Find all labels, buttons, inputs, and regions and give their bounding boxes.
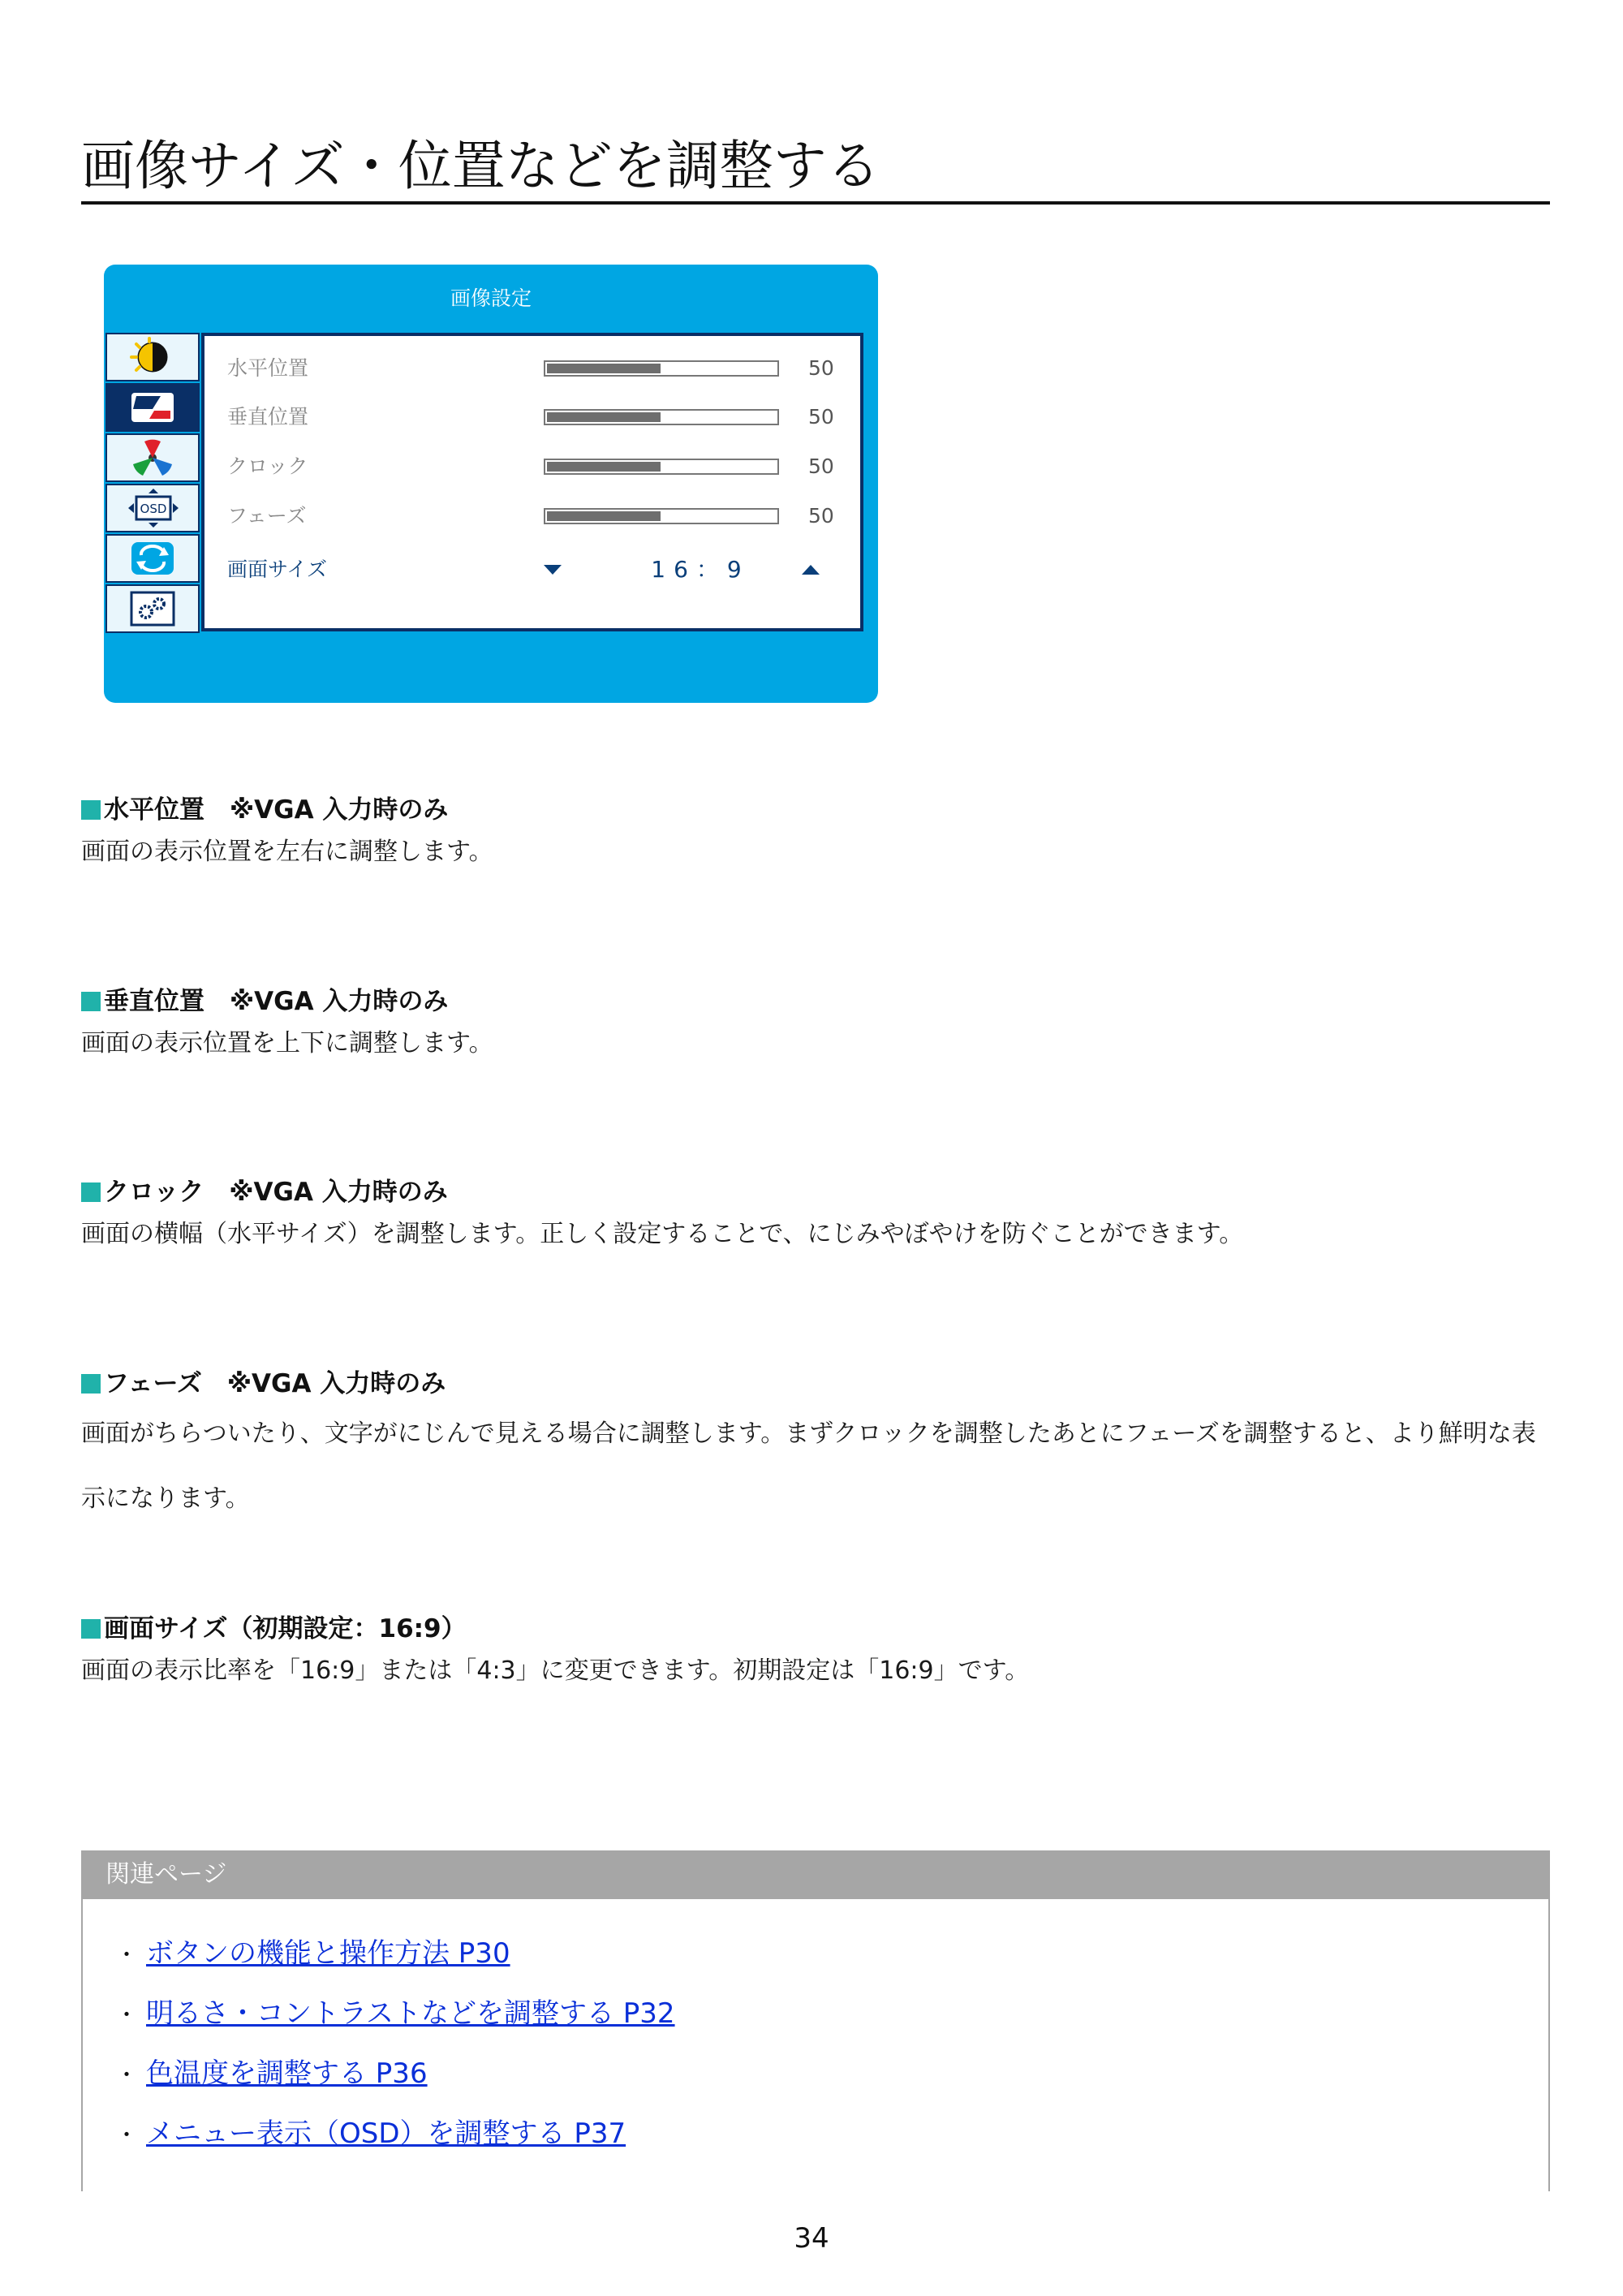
color-icon[interactable]	[105, 433, 200, 482]
svg-text:OSD: OSD	[140, 502, 167, 516]
osd-slider-fill	[547, 462, 661, 472]
page-title: 画像サイズ・位置などを調整する	[81, 135, 880, 197]
section-phase	[81, 1366, 1558, 1531]
decrease-arrow-icon[interactable]	[544, 565, 562, 575]
osd-row-phase[interactable]	[227, 500, 844, 532]
section-heading	[81, 1174, 1558, 1210]
square-bullet-icon	[81, 800, 101, 820]
osd-row-label: 垂直位置	[227, 405, 309, 429]
osd-slider[interactable]	[544, 360, 779, 377]
osd-row-label: 水平位置	[227, 356, 309, 380]
osd-row-value: 50	[808, 356, 834, 380]
list-item	[115, 1984, 675, 2044]
osd-slider[interactable]	[544, 459, 779, 475]
osd-title: 画像設定	[450, 286, 532, 310]
list-item	[115, 2104, 675, 2164]
section-heading	[81, 1611, 1558, 1647]
section-body: 画面がちらついたり、文字がにじんで見える場合に調整します。まずクロックを調整したあとにフェーズを調整すると、より鮮明な表示になります。	[81, 1419, 1536, 1513]
osd-row-aspect[interactable]	[227, 554, 844, 586]
osd-icon-column	[105, 333, 203, 635]
section-aspect-ratio	[81, 1611, 1558, 1695]
section-body: 画面の表示位置を左右に調整します。	[81, 838, 493, 866]
list-item	[115, 1923, 675, 1984]
bullet: ・	[115, 2001, 139, 2028]
increase-arrow-icon[interactable]	[802, 565, 820, 575]
osd-row-vertical-position[interactable]	[227, 401, 844, 433]
related-link[interactable]: メニュー表示（OSD）を調整する P37	[146, 2117, 626, 2150]
osd-slider-fill	[547, 412, 661, 422]
osd-icon[interactable]	[105, 484, 200, 532]
section-heading	[81, 1366, 1558, 1402]
osd-row-value: 50	[808, 405, 834, 429]
aspect-ratio-value: 16：9	[651, 556, 750, 583]
square-bullet-icon	[81, 1374, 101, 1394]
related-pages-list	[115, 1923, 675, 2164]
image-position-icon[interactable]	[105, 383, 200, 432]
page-number: 34	[794, 2222, 829, 2255]
osd-row-label: フェーズ	[227, 504, 307, 528]
section-body: 画面の表示位置を上下に調整します。	[81, 1029, 493, 1058]
square-bullet-icon	[81, 1619, 101, 1639]
related-pages-box	[81, 1850, 1550, 2191]
osd-row-horizontal-position[interactable]	[227, 352, 844, 385]
brightness-contrast-icon[interactable]	[105, 333, 200, 381]
osd-slider-fill	[547, 364, 661, 373]
osd-row-value: 50	[808, 504, 834, 528]
section-clock	[81, 1174, 1558, 1259]
related-pages-heading: 関連ページ	[81, 1850, 1550, 1899]
section-heading-text: 画面サイズ（初期設定：16:9）	[104, 1614, 467, 1643]
osd-row-label: クロック	[227, 454, 308, 478]
section-heading	[81, 984, 1558, 1019]
square-bullet-icon	[81, 1182, 101, 1202]
reset-icon[interactable]	[105, 534, 200, 583]
settings-icon[interactable]	[105, 584, 200, 633]
osd-slider[interactable]	[544, 508, 779, 524]
list-item	[115, 2044, 675, 2104]
section-heading-text: クロック ※VGA 入力時のみ	[104, 1178, 448, 1207]
section-body: 画面の表示比率を「16:9」または「4:3」に変更できます。初期設定は「16:9」です。	[81, 1656, 1030, 1685]
osd-row-clock[interactable]	[227, 450, 844, 483]
section-body: 画面の横幅（水平サイズ）を調整します。正しく設定することで、にじみやぼやけを防ぐことができます。	[81, 1220, 1244, 1248]
related-link[interactable]: ボタンの機能と操作方法 P30	[146, 1937, 510, 1970]
section-heading-text: 垂直位置 ※VGA 入力時のみ	[104, 987, 449, 1016]
bullet: ・	[115, 2122, 139, 2148]
section-horizontal-position	[81, 792, 1558, 877]
square-bullet-icon	[81, 992, 101, 1011]
osd-slider[interactable]	[544, 409, 779, 425]
section-vertical-position	[81, 984, 1558, 1068]
osd-slider-fill	[547, 511, 661, 521]
osd-row-label: 画面サイズ	[227, 558, 328, 581]
osd-row-value: 50	[808, 454, 834, 478]
bullet: ・	[115, 2061, 139, 2088]
related-link[interactable]: 色温度を調整する P36	[146, 2057, 428, 2090]
osd-settings-panel	[201, 333, 863, 631]
section-heading-text: 水平位置 ※VGA 入力時のみ	[104, 795, 449, 825]
related-link[interactable]: 明るさ・コントラストなどを調整する P32	[146, 1997, 675, 2030]
title-rule	[81, 201, 1550, 205]
section-heading-text: フェーズ ※VGA 入力時のみ	[104, 1369, 446, 1398]
osd-menu	[104, 265, 878, 703]
bullet: ・	[115, 1941, 139, 1968]
section-heading	[81, 792, 1558, 828]
